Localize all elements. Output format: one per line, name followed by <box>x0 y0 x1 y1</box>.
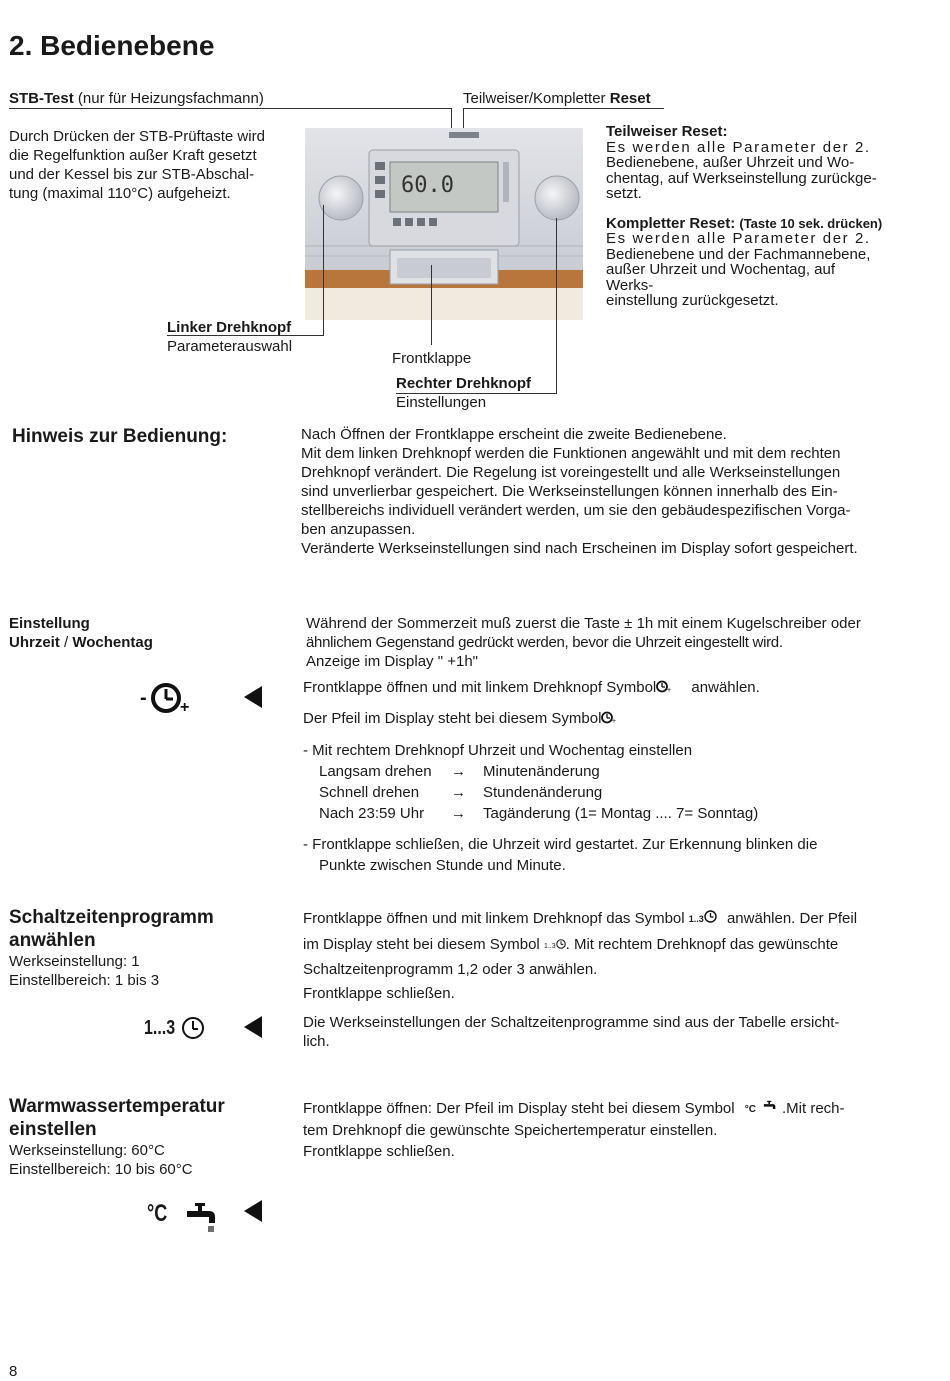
water-p2: tem Drehknopf die gewünschte Speichertemperatur einstellen. <box>303 1122 718 1139</box>
stb-label-rest: (nur für Heizungsfachmann) <box>77 90 264 107</box>
time-title-uhrzeit: Uhrzeit <box>9 634 60 651</box>
step-row-left: Schnell drehen <box>319 784 420 801</box>
hint-line: Nach Öffnen der Frontklappe erscheint die zweite Bedienebene. <box>301 426 727 443</box>
left-knob-sub: Parameterauswahl <box>167 338 293 355</box>
summer-line: ähnlichem Gegenstand gedrückt werden, bevor die Uhrzeit eingestellt wird. <box>306 634 783 651</box>
program-p4: Frontklappe schließen. <box>303 984 455 1002</box>
tap-icon <box>185 1201 219 1235</box>
time-title-wochentag: Wochentag <box>72 634 153 651</box>
time-steps <box>303 740 893 876</box>
program-section-title <box>9 906 214 990</box>
stb-label <box>9 89 264 108</box>
full-reset-hint: (Taste 10 sek. drücken) <box>739 215 883 231</box>
full-reset-line: Es werden alle Parameter der 2. <box>606 230 871 247</box>
program-title-line1: Schaltzeitenprogramm <box>9 907 214 928</box>
water-p1a: Frontklappe öffnen: Der Pfeil im Display steht bei diesem Symbol <box>303 1100 735 1117</box>
right-arrow-icon: → <box>451 763 466 780</box>
full-reset-line: Bedienebene und der Fachmannebene, <box>606 245 871 263</box>
pointer-arrow-icon <box>244 686 262 708</box>
hint-line: Drehknopf verändert. Die Regelung ist voreingestellt und alle Werkseinstellungen <box>301 464 841 481</box>
full-reset-title: Kompletter Reset: <box>606 214 736 232</box>
right-arrow-icon: → <box>451 784 466 801</box>
partial-reset-line: Bedienebene, außer Uhrzeit und Wo- <box>606 154 855 171</box>
pointer-arrow-icon <box>244 1016 262 1038</box>
step-2a: - Frontklappe schließen, die Uhrzeit wird gestartet. Zur Erkennung blinken die <box>303 836 818 853</box>
celsius-label: °C <box>147 1200 168 1227</box>
stb-desc-line: tung (maximal 110°C) aufgeheizt. <box>9 185 231 202</box>
step-2b: Punkte zwischen Stunde und Minute. <box>319 857 566 874</box>
water-p1b: .Mit rech- <box>782 1100 845 1117</box>
front-flap-callout: Frontklappe <box>392 350 472 367</box>
time-title-line1: Einstellung <box>9 615 90 632</box>
summer-time-text <box>306 614 888 671</box>
water-title-line2: einstellen <box>9 1119 97 1140</box>
right-knob-callout <box>396 374 531 412</box>
full-reset-line: außer Uhrzeit und Wochentag, auf Werks- <box>606 261 836 294</box>
program-text <box>303 906 887 1005</box>
small-clock-plusminus-icon <box>656 680 673 693</box>
clock-icon <box>181 1016 205 1040</box>
program-note-line: lich. <box>303 1033 330 1050</box>
stb-label-bold: STB-Test <box>9 90 74 107</box>
step-row-left: Langsam drehen <box>319 763 432 780</box>
open-flap-line <box>303 678 893 697</box>
svg-text:+: + <box>612 718 617 724</box>
hint-line: Mit dem linken Drehknopf werden die Funktionen angewählt und mit dem rechten <box>301 445 841 462</box>
program-clock-icon <box>144 1016 205 1040</box>
hint-line: Veränderte Werkseinstellungen sind nach Erscheinen im Display sofort gespeichert. <box>301 540 858 557</box>
stb-desc-line: die Regelfunktion außer Kraft gesetzt <box>9 147 257 164</box>
stb-desc-line: Durch Drücken der STB-Prüftaste wird <box>9 128 265 145</box>
device-display-value: 60.0 <box>401 173 454 198</box>
stb-description <box>9 127 279 203</box>
step-row <box>303 782 893 803</box>
water-range: Einstellbereich: 10 bis 60°C <box>9 1161 193 1178</box>
page-number: 8 <box>9 1363 18 1380</box>
water-p3: Frontklappe schließen. <box>303 1143 455 1160</box>
partial-reset-line: Es werden alle Parameter der 2. <box>606 138 871 156</box>
partial-reset-line: setzt. <box>606 185 642 202</box>
program-p2a: im Display steht bei diesem Symbol <box>303 935 540 953</box>
right-knob-sub: Einstellungen <box>396 394 487 411</box>
step-row-right: Stundenänderung <box>483 784 603 801</box>
program-factory: Werkseinstellung: 1 <box>9 953 140 970</box>
summer-line: Während der Sommerzeit muß zuerst die Taste ± 1h mit einem Kugelschreiber oder <box>306 615 861 632</box>
water-section-title <box>9 1095 225 1179</box>
hint-title: Hinweis zur Bedienung: <box>12 426 228 447</box>
time-section-title <box>9 614 153 652</box>
summer-line: Anzeige im Display " +1h" <box>306 653 478 670</box>
arrow-text: Der Pfeil im Display steht bei diesem Symbol <box>303 710 602 727</box>
pointer-arrow-icon <box>244 1200 262 1222</box>
small-celsius-label: °C <box>744 1104 756 1115</box>
reset-label-rest: Teilweiser/Kompletter <box>463 90 606 107</box>
program-range: Einstellbereich: 1 bis 3 <box>9 972 160 989</box>
left-knob-title: Linker Drehknopf <box>167 319 292 336</box>
svg-text:-: - <box>140 687 147 709</box>
partial-reset-line: chentag, auf Werkseinstellung zurückge- <box>606 169 877 187</box>
full-reset-line: einstellung zurückgesetzt. <box>606 292 779 309</box>
program-p2b: . Mit rechtem Drehknopf das gewünschte <box>565 935 839 953</box>
water-text <box>303 1097 889 1162</box>
controller-device-image <box>305 128 583 320</box>
step-1: - Mit rechtem Drehknopf Uhrzeit und Wochentag einstellen <box>303 742 693 759</box>
program-small-icon-label: 1..3 <box>543 942 556 950</box>
reset-explanation <box>606 124 886 309</box>
reset-label-bold: Reset <box>609 90 651 107</box>
program-note-line: Die Werkseinstellungen der Schaltzeitenprogramme sind aus der Tabelle ersicht- <box>303 1014 840 1031</box>
program-small-icon <box>544 932 566 959</box>
time-title-sep: / <box>59 634 73 651</box>
hint-line: stellbereichs individuell verändert werden, um sie den gebäudespezifischen Vorga- <box>301 502 851 519</box>
program-icon-label: 1...3 <box>144 1016 176 1039</box>
page-title: 2. Bedienebene <box>9 30 215 61</box>
water-temp-icon <box>147 1200 174 1228</box>
program-p3: Schaltzeitenprogramm 1,2 oder 3 anwählen. <box>303 961 598 978</box>
hint-line: ben anzupassen. <box>301 521 416 538</box>
reset-label <box>463 89 651 108</box>
water-title-line1: Warmwassertemperatur <box>9 1096 225 1117</box>
small-celsius-tap-icon <box>745 1097 778 1120</box>
program-small-icon <box>689 906 717 932</box>
program-note <box>303 1013 887 1051</box>
right-arrow-icon: → <box>451 805 466 822</box>
program-title-line2: anwählen <box>9 930 96 951</box>
step-row-right: Minutenänderung <box>483 763 600 780</box>
open-text-b: anwählen. <box>691 679 760 696</box>
right-knob-title: Rechter Drehknopf <box>396 375 532 392</box>
program-p1b: anwählen. Der Pfeil <box>726 910 858 927</box>
clock-plus-minus-icon <box>140 681 194 717</box>
svg-text:+: + <box>180 699 190 716</box>
hint-line: sind unverlierbar gespeichert. Die Werkseinstellungen können innerhalb des Ein- <box>301 483 838 500</box>
svg-text:+: + <box>667 687 672 693</box>
step-row-right: Tagänderung (1= Montag .... 7= Sonntag) <box>483 805 759 822</box>
arrow-symbol-line <box>303 709 893 728</box>
step-row <box>303 761 893 782</box>
step-row <box>303 803 893 824</box>
hint-text <box>301 425 887 558</box>
partial-reset-title: Teilweiser Reset: <box>606 123 728 140</box>
program-p1a: Frontklappe öffnen und mit linkem Drehknopf das Symbol <box>303 910 685 927</box>
stb-desc-line: und der Kessel bis zur STB-Abschal- <box>9 166 255 183</box>
left-knob-callout <box>167 318 292 356</box>
water-factory: Werkseinstellung: 60°C <box>9 1142 165 1159</box>
open-text-a: Frontklappe öffnen und mit linkem Drehknopf Symbol <box>303 679 657 696</box>
small-clock-plusminus-icon <box>601 711 618 724</box>
program-small-icon-label: 1..3 <box>688 914 704 924</box>
step-row-left: Nach 23:59 Uhr <box>319 805 425 822</box>
